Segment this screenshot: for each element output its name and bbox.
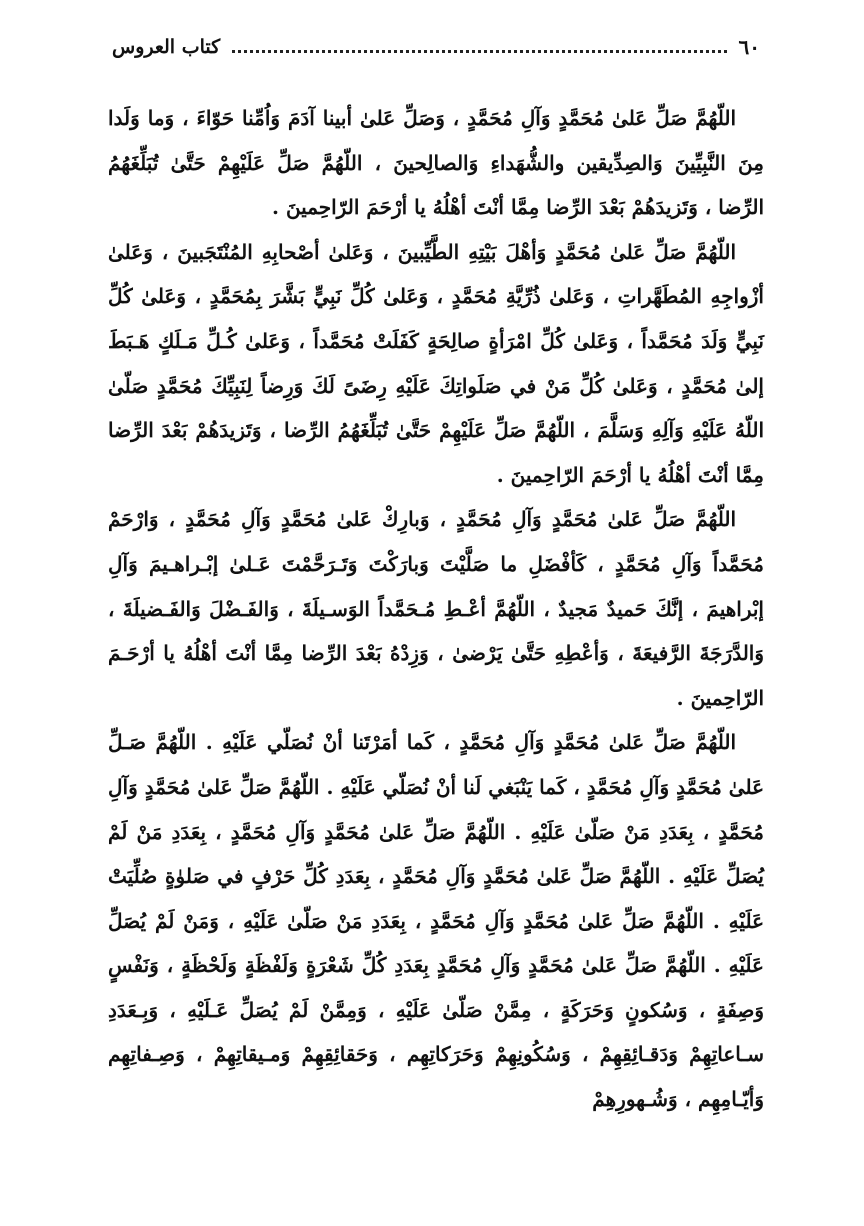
book-title: كتاب العروس — [112, 36, 221, 58]
paragraph-3: اللّهُمَّ صَلِّ عَلىٰ مُحَمَّدٍ وَآلِ مُحَمَّدٍ ، وَبارِكْ عَلىٰ مُحَمَّدٍ وَآلِ مُحَمَّدٍ ، وَارْحَمْ مُحَمَّداً وَآلِ مُحَمَّدٍ ، كَأفْضَلِ ما صَلَّيْتَ وَبارَكْتَ وَتَـرَحَّمْتَ عَـلىٰ إبْـراهـيمَ وَآلِ إبْراهيمَ ، إنَّكَ حَميدٌ مَجيدٌ ، اللّهُمَّ أعْـطِ مُـحَمَّداً الوَسـيلَةَ ، وَالفَـضْلَ وَالفَـضيلَةَ ، وَالدَّرَجَةَ الرَّفيعَةَ ، وَأعْطِهِ حَتَّىٰ يَرْضىٰ ، وَزِدْهُ بَعْدَ الرِّضا مِمَّا أنْتَ أهْلُهُ يا أرْحَـمَ الرّاحِمينَ . — [108, 507, 764, 710]
paragraph-2: اللّهُمَّ صَلِّ عَلىٰ مُحَمَّدٍ وَأهْلَ بَيْتِهِ الطَّيِّبينَ ، وَعَلىٰ أصْحابِهِ المُنْتَجَبينَ ، وَعَلىٰ أزْواجِهِ المُطَهَّراتِ ، وَعَلىٰ ذُرِّيَّةِ مُحَمَّدٍ ، وَعَلىٰ كُلِّ نَبِيٍّ بَشَّرَ بِمُحَمَّدٍ ، وَعَلىٰ كُلِّ نَبِيٍّ وَلَدَ مُحَمَّداً ، وَعَلىٰ كُلِّ امْرَأةٍ صالِحَةٍ كَفَلَتْ مُحَمَّداً ، وَعَلىٰ كُـلِّ مَـلَكٍ هَـبَطَ إلىٰ مُحَمَّدٍ ، وَعَلىٰ كُلِّ مَنْ في صَلَواتِكَ عَلَيْهِ رِضَىً لَكَ وَرِضاً لِنَبِيِّكَ مُحَمَّدٍ صَلّىٰ اللّهُ عَلَيْهِ وَآلِهِ وَسَلَّمَ ، اللّهُمَّ صَلِّ عَلَيْهِمْ حَتَّىٰ تُبَلِّغَهُمُ الرِّضا ، وَتَزيدَهُمْ بَعْدَ الرِّضا مِمَّا أنْتَ أهْلُهُ يا أرْحَمَ الرّاحِمينَ . — [108, 239, 764, 487]
page-number: ٦٠ — [738, 35, 760, 59]
paragraph-4: اللّهُمَّ صَلِّ عَلىٰ مُحَمَّدٍ وَآلِ مُحَمَّدٍ ، كَما أمَرْتَنا أنْ نُصَلّي عَلَيْهِ . اللّهُمَّ صَـلِّ عَلىٰ مُحَمَّدٍ وَآلِ مُحَمَّدٍ ، كَما يَنْبَغي لَنا أنْ نُصَلّي عَلَيْهِ . اللّهُمَّ صَلِّ عَلىٰ مُحَمَّدٍ وَآلِ مُحَمَّدٍ ، بِعَدَدِ مَنْ صَلّىٰ عَلَيْهِ . اللّهُمَّ صَلِّ عَلىٰ مُحَمَّدٍ وَآلِ مُحَمَّدٍ ، بِعَدَدِ مَنْ لَمْ يُصَلِّ عَلَيْهِ . اللّهُمَّ صَلِّ عَلىٰ مُحَمَّدٍ وَآلِ مُحَمَّدٍ ، بِعَدَدِ كُلِّ حَرْفٍ في صَلوٰةٍ صُلِّيَتْ عَلَيْهِ . اللّهُمَّ صَلِّ عَلىٰ مُحَمَّدٍ وَآلِ مُحَمَّدٍ ، بِعَدَدِ مَنْ صَلّىٰ عَلَيْهِ ، وَمَنْ لَمْ يُصَلِّ عَلَيْهِ . اللّهُمَّ صَلِّ عَلىٰ مُحَمَّدٍ وَآلِ مُحَمَّدٍ بِعَدَدِ كُلِّ شَعْرَةٍ وَلَفْظَةٍ وَلَحْظَةٍ ، وَنَفْسٍ وَصِفَةٍ ، وَسُكونٍ وَحَرَكَةٍ ، مِمَّنْ صَلّىٰ عَلَيْهِ ، وَمِمَّنْ لَمْ يُصَلِّ عَـلَيْهِ ، وَبِـعَدَدِ سـاعاتِهِمْ وَدَقـائِقِهِمْ ، وَسُكُونِهِمْ وَحَرَكاتِهِم ، وَحَقائِقِهِمْ وَمـيقاتِهِمْ ، وَصِـفاتِهِم وَأيّـامِهِم ، وَشُـهورِهِمْ — [108, 730, 764, 1112]
header-dot-leader — [232, 50, 726, 53]
paragraph-1: اللّهُمَّ صَلِّ عَلىٰ مُحَمَّدٍ وَآلِ مُحَمَّدٍ ، وَصَلِّ عَلىٰ أبينا آدَمَ وَاُمِّنا حَوّاءَ ، وَما وَلَدا مِنَ النَّبِيِّينَ وَالصِدِّيقين والشُّهَداءِ وَالصالِحينَ ، اللّهُمَّ صَلِّ عَلَيْهِمْ حَتَّىٰ تُبَلِّغَهُمُ الرِّضا ، وَتَزيدَهُمْ بَعْدَ الرِّضا مِمَّا أنْتَ أهْلُهُ يا أرْحَمَ الرّاحِمينَ . — [108, 106, 764, 220]
page-header — [112, 30, 760, 64]
page-body — [108, 96, 764, 1122]
